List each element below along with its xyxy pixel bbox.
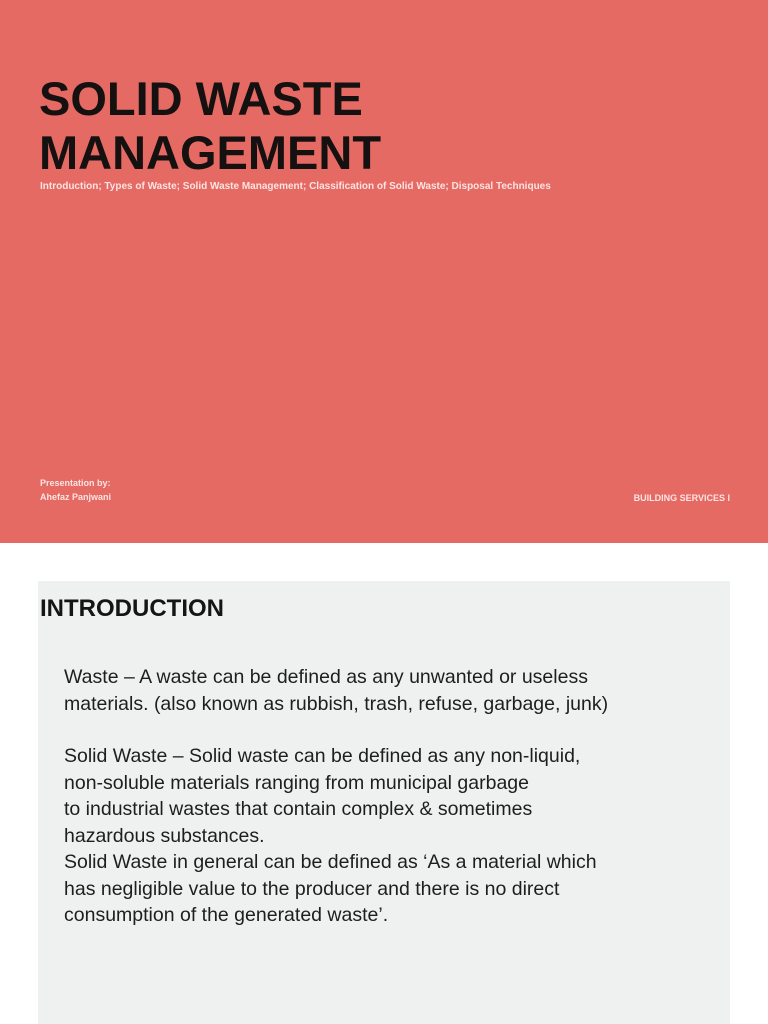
course-name: BUILDING SERVICES I <box>633 493 730 503</box>
slide-heading: INTRODUCTION <box>40 595 224 622</box>
paragraph-line: non-soluble materials ranging from municipal garbage <box>64 771 530 794</box>
paragraph-line: consumption of the generated waste’. <box>64 904 389 926</box>
presenter-name: Ahefaz Panjwani <box>40 492 112 502</box>
title-line-2: MANAGEMENT <box>39 126 382 179</box>
solid-waste-definition-paragraph <box>64 743 714 929</box>
introduction-slide <box>38 581 730 1024</box>
title-line-1: SOLID WASTE <box>39 72 363 125</box>
presentation-subtitle: Introduction; Types of Waste; Solid Waste Management; Classification of Solid Waste; Disposal Techniques <box>40 181 551 192</box>
presentation-title <box>39 72 381 180</box>
presented-by-label: Presentation by: <box>40 478 111 488</box>
paragraph-line: Solid Waste – Solid waste can be defined as any non-liquid, <box>64 745 581 767</box>
presenter-block <box>40 476 111 504</box>
paragraph-line: hazardous substances. <box>64 824 265 847</box>
paragraph-line: Waste – A waste can be defined as any unwanted or useless <box>64 666 588 688</box>
paragraph-line: Solid Waste in general can be defined as ‘As a material which <box>64 851 597 873</box>
paragraph-line: materials. (also known as rubbish, trash, refuse, garbage, junk) <box>64 692 609 715</box>
waste-definition-paragraph <box>64 664 714 717</box>
paragraph-line: to industrial wastes that contain complex & sometimes <box>64 798 533 820</box>
paragraph-line: has negligible value to the producer and there is no direct <box>64 877 560 900</box>
